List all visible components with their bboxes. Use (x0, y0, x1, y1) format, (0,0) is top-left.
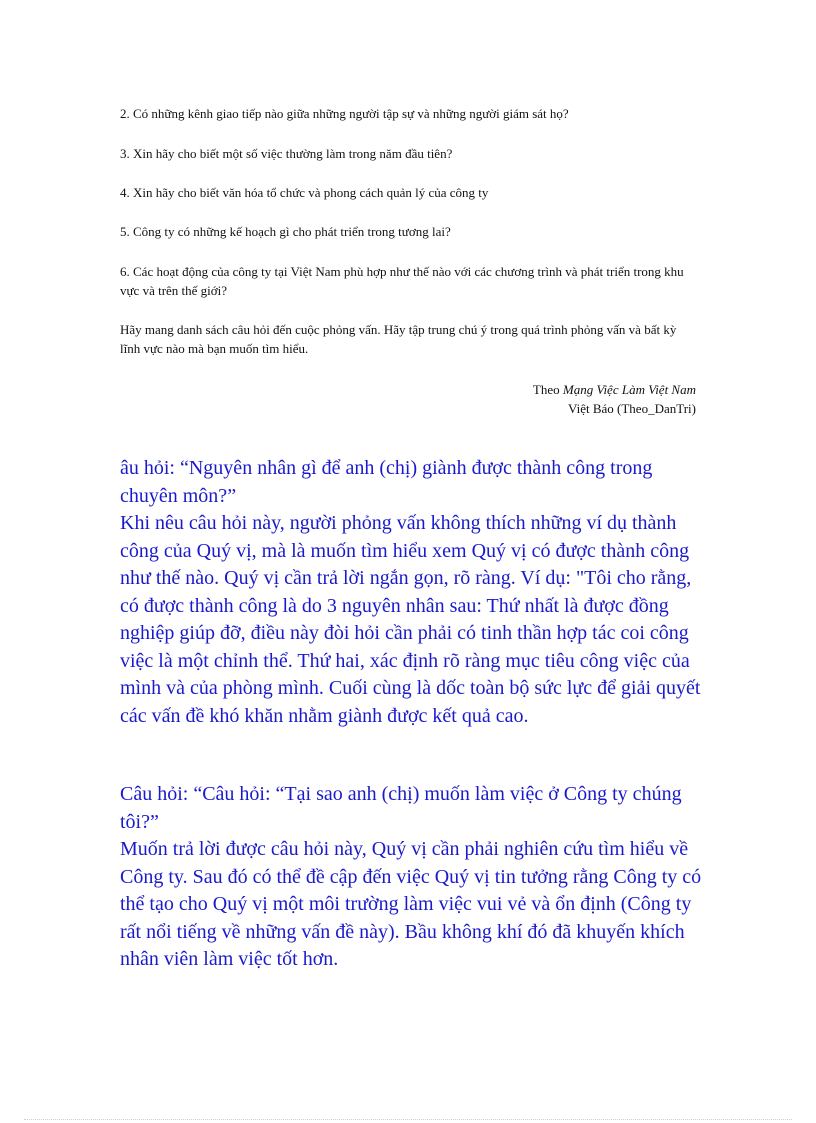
question-4: 4. Xin hãy cho biết văn hóa tổ chức và phong cách quản lý của công ty (120, 185, 489, 200)
section-2 (120, 781, 705, 974)
source-credit (533, 380, 696, 418)
interview-note: Hãy mang danh sách câu hỏi đến cuộc phỏng vấn. Hãy tập trung chú ý trong quá trình phỏng vấn và bất kỳ lĩnh vực nào mà bạn muốn tìm hiểu. (120, 322, 677, 356)
credit-prefix: Theo (532, 382, 563, 397)
section-2-answer: Muốn trả lời được câu hỏi này, Quý vị cần phải nghiên cứu tìm hiểu về Công ty. Sau đó có thể đề cập đến việc Quý vị tin tưởng rằng Công ty có thể tạo cho Quý vị một môi trường làm việc vui vẻ và ổn định (Công ty rất nổi tiếng về những vấn đề này). Bầu không khí đó đã khuyến khích nhân viên làm việc tốt hơn. (120, 838, 702, 970)
section-1-question: âu hỏi: “Nguyên nhân gì để anh (chị) giành được thành công trong chuyên môn?” (120, 457, 653, 507)
question-6: 6. Các hoạt động của công ty tại Việt Nam phù hợp như thế nào với các chương trình và phát triển trong khu vực và trên thế giới? (120, 264, 684, 298)
page-bottom-divider (24, 1119, 792, 1120)
question-3: 3. Xin hãy cho biết một số việc thường làm trong năm đầu tiên? (120, 146, 453, 161)
section-2-question: Câu hỏi: “Câu hỏi: “Tại sao anh (chị) muốn làm việc ở Công ty chúng tôi?” (120, 783, 682, 833)
credit-source: Mạng Việc Làm Việt Nam (562, 382, 696, 397)
section-1-answer: Khi nêu câu hỏi này, người phỏng vấn không thích những ví dụ thành công của Quý vị, mà là muốn tìm hiểu xem Quý vị có được thành công như thế nào. Quý vị cần trả lời ngắn gọn, rõ ràng. Ví dụ: "Tôi cho rằng, có được thành công là do 3 nguyên nhân sau: Thứ nhất là được đồng nghiệp giúp đỡ, điều này đòi hỏi cần phải có tinh thần hợp tác coi công việc là một chỉnh thể. Thứ hai, xác định rõ ràng mục tiêu công việc của mình và của phòng mình. Cuối cùng là dốc toàn bộ sức lực để giải quyết các vấn đề khó khăn nhằm giành được kết quả cao. (120, 512, 701, 727)
question-2: 2. Có những kênh giao tiếp nào giữa những người tập sự và những người giám sát họ? (120, 106, 569, 121)
credit-line-1 (533, 380, 696, 399)
section-1 (120, 455, 705, 730)
credit-line-2: Việt Báo (Theo_DanTri) (568, 401, 696, 416)
question-5: 5. Công ty có những kế hoạch gì cho phát triển trong tương lai? (120, 224, 451, 239)
